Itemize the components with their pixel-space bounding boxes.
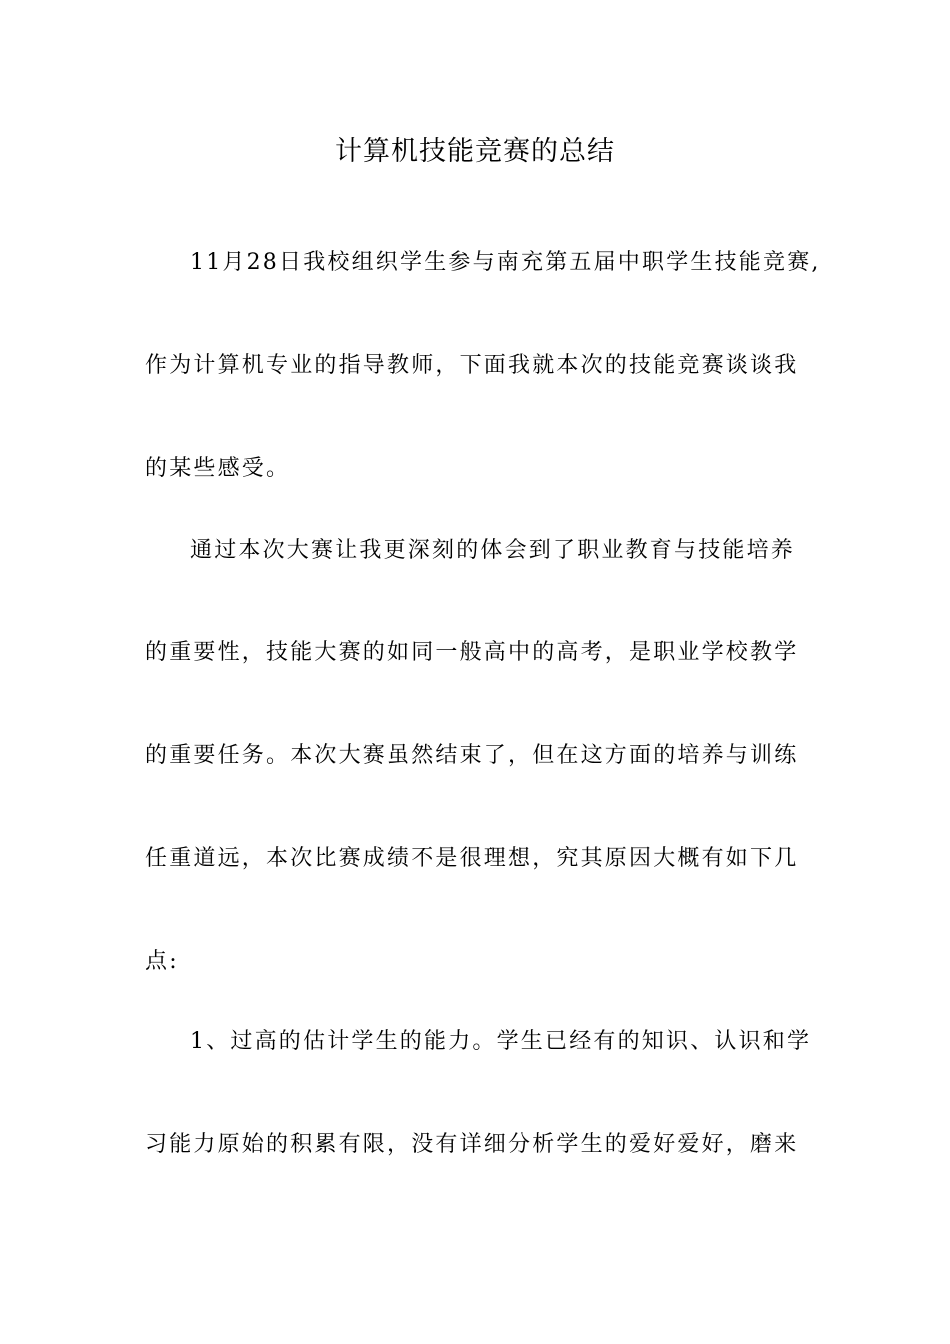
paragraph-line-10: 习能力原始的积累有限，没有详细分析学生的爱好爱好，磨来 [145, 1132, 799, 1157]
paragraph-line-7: 任重道远，本次比赛成绩不是很理想，究其原因大概有如下几 [145, 846, 799, 871]
paragraph-line-4: 通过本次大赛让我更深刻的体会到了职业教育与技能培养 [190, 538, 796, 563]
paragraph-line-3: 的某些感受。 [145, 456, 291, 481]
paragraph-line-5: 的重要性，技能大赛的如同一般高中的高考，是职业学校教学 [145, 640, 799, 665]
paragraph-line-2: 作为计算机专业的指导教师，下面我就本次的技能竞赛谈谈我 [145, 353, 799, 378]
paragraph-line-8: 点: [145, 949, 179, 974]
document-title: 计算机技能竞赛的总结 [335, 136, 615, 167]
paragraph-line-9: 1、过高的估计学生的能力。学生已经有的知识、认识和学 [190, 1029, 812, 1054]
paragraph-line-6: 的重要任务。本次大赛虽然结束了，但在这方面的培养与训练 [145, 743, 799, 768]
paragraph-line-1: 11月28日我校组织学生参与南充第五届中职学生技能竞赛, [190, 250, 821, 275]
